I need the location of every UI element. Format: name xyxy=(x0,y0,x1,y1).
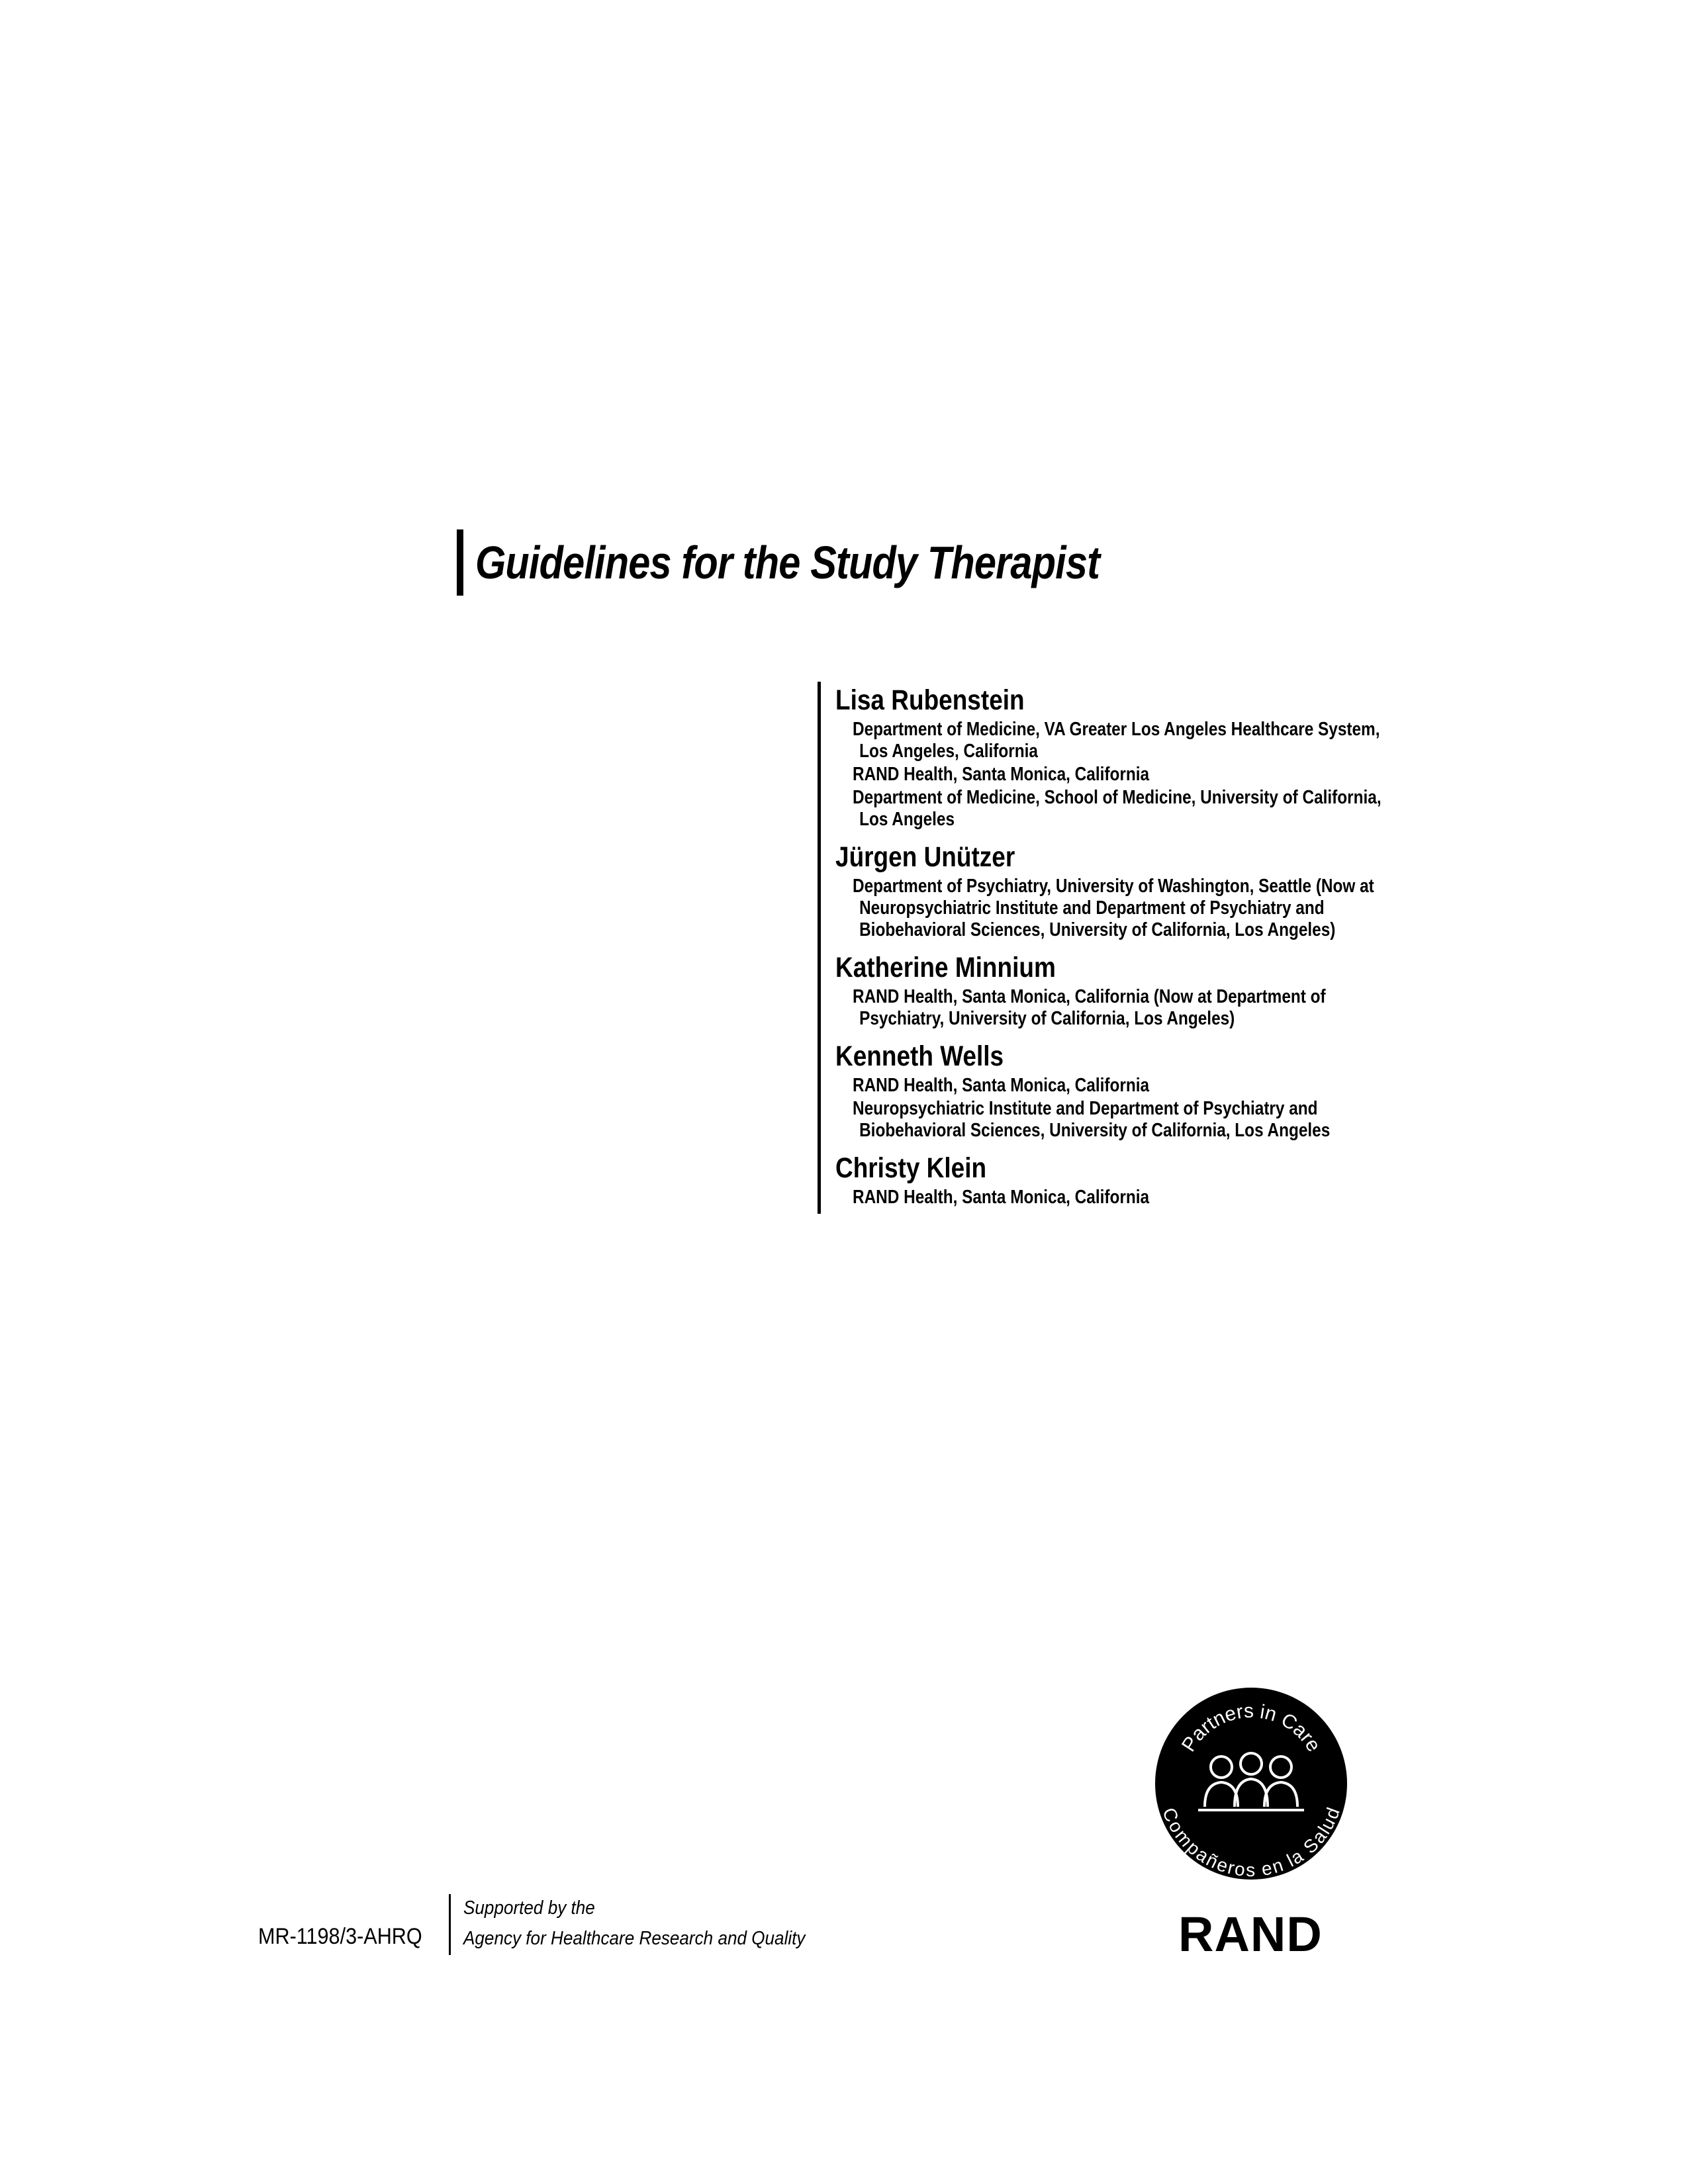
support-statement xyxy=(463,1893,805,1954)
support-line: Supported by the xyxy=(463,1897,595,1919)
author-entry xyxy=(835,950,1431,1030)
page-title: Guidelines for the Study Therapist xyxy=(475,537,1100,588)
author-entry xyxy=(835,840,1431,941)
author-affiliation: RAND Health, Santa Monica, California (Now at Department of Psychiatry, University of California, Los Angeles) xyxy=(853,986,1326,1029)
author-affiliation: Neuropsychiatric Institute and Department of Psychiatry and Biobehavioral Sciences, University of California, Los Angeles xyxy=(853,1098,1331,1141)
footer-divider xyxy=(449,1894,451,1955)
author-affiliation: Department of Medicine, VA Greater Los Angeles Healthcare System, Los Angeles, California xyxy=(853,719,1380,762)
author-entry xyxy=(835,683,1431,831)
title-block xyxy=(457,529,1209,596)
author-name: Kenneth Wells xyxy=(835,1040,1004,1072)
author-name: Lisa Rubenstein xyxy=(835,684,1025,716)
author-affiliation: RAND Health, Santa Monica, California xyxy=(853,764,1150,785)
logo-top-text: Partners in Care xyxy=(1177,1700,1325,1756)
logo-bottom-text: Compañeros en la Salud xyxy=(1158,1805,1344,1881)
rand-logo: RAND xyxy=(1178,1907,1323,1962)
partners-in-care-logo xyxy=(1152,1684,1350,1883)
author-name: Katherine Minnium xyxy=(835,952,1056,983)
author-name: Christy Klein xyxy=(835,1152,987,1184)
author-affiliation: RAND Health, Santa Monica, California xyxy=(853,1075,1150,1096)
author-entry xyxy=(835,1039,1431,1142)
author-entry xyxy=(835,1151,1431,1208)
author-list xyxy=(818,682,1431,1214)
author-affiliation: Department of Psychiatry, University of Washington, Seattle (Now at Neuropsychiatric Institute and Department of Psychiatry and Biobehavioral Sciences, University of California, Los Angeles) xyxy=(853,876,1374,940)
author-affiliation: Department of Medicine, School of Medicine, University of California, Los Angeles xyxy=(853,787,1382,830)
support-line: Agency for Healthcare Research and Quality xyxy=(463,1928,806,1949)
title-rule xyxy=(457,529,463,596)
author-affiliation: RAND Health, Santa Monica, California xyxy=(853,1187,1150,1208)
report-number: MR-1198/3-AHRQ xyxy=(258,1924,422,1949)
author-name: Jürgen Unützer xyxy=(835,841,1015,873)
